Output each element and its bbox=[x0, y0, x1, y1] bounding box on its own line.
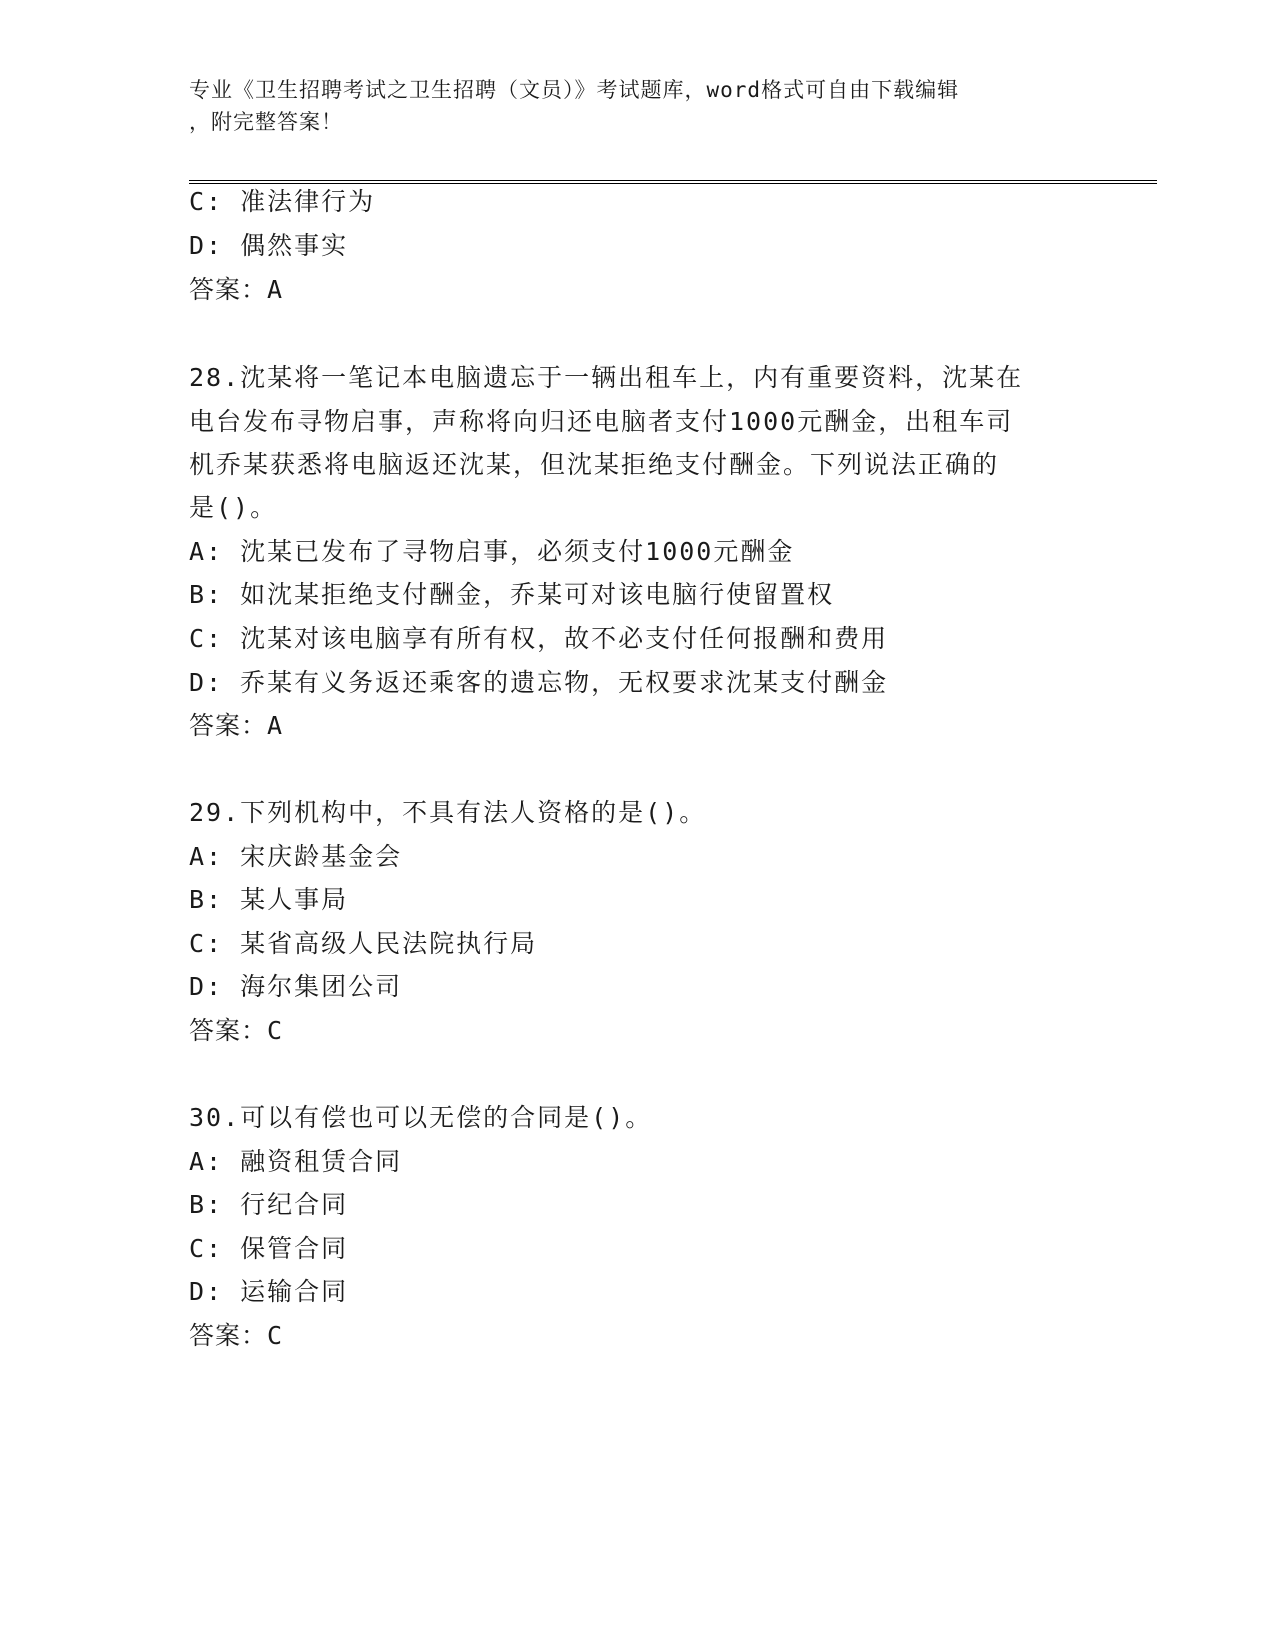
question-29-option-d: D: 海尔集团公司 bbox=[189, 972, 403, 1001]
question-28-option-d: D: 乔某有义务返还乘客的遗忘物，无权要求沈某支付酬金 bbox=[189, 668, 889, 697]
question-30-option-c: C: 保管合同 bbox=[189, 1234, 349, 1263]
question-30-option-d: D: 运输合同 bbox=[189, 1277, 349, 1306]
question-29-option-b: B: 某人事局 bbox=[189, 885, 349, 914]
answer-value: C bbox=[267, 1321, 284, 1350]
question-28-option-c: C: 沈某对该电脑享有所有权，故不必支付任何报酬和费用 bbox=[189, 624, 889, 653]
question-28-line-2: 电台发布寻物启事，声称将向归还电脑者支付1000元酬金，出租车司 bbox=[189, 407, 1014, 436]
answer-label: 答案： bbox=[189, 711, 268, 740]
answer-value: C bbox=[267, 1016, 284, 1045]
question-30-option-a: A: 融资租赁合同 bbox=[189, 1147, 403, 1176]
header-divider-top bbox=[189, 180, 1157, 181]
question-29-option-c: C: 某省高级人民法院执行局 bbox=[189, 929, 538, 958]
question-30-answer bbox=[189, 1321, 283, 1351]
question-29-option-a: A: 宋庆龄基金会 bbox=[189, 842, 403, 871]
question-28-option-b: B: 如沈某拒绝支付酬金，乔某可对该电脑行使留置权 bbox=[189, 580, 835, 609]
question-30-option-b: B: 行纪合同 bbox=[189, 1190, 349, 1219]
document-header bbox=[189, 74, 1069, 138]
option-c: C: 准法律行为 bbox=[189, 187, 376, 216]
question-28-answer bbox=[189, 711, 283, 741]
question-28-line-4: 是()。 bbox=[189, 493, 278, 522]
question-29-line-1: 29.下列机构中，不具有法人资格的是()。 bbox=[189, 798, 707, 827]
answer-label: 答案： bbox=[189, 1016, 268, 1045]
header-divider-bottom bbox=[189, 183, 1157, 184]
answer-line bbox=[189, 275, 283, 305]
option-d: D: 偶然事实 bbox=[189, 231, 349, 260]
header-line-2: ，附完整答案！ bbox=[189, 110, 343, 134]
question-28-line-1: 28.沈某将一笔记本电脑遗忘于一辆出租车上，内有重要资料，沈某在 bbox=[189, 363, 1024, 392]
answer-label: 答案： bbox=[189, 1321, 268, 1350]
header-line-1: 专业《卫生招聘考试之卫生招聘（文员）》考试题库，word格式可自由下载编辑 bbox=[189, 78, 960, 102]
question-30-line-1: 30.可以有偿也可以无偿的合同是()。 bbox=[189, 1103, 653, 1132]
answer-label: 答案： bbox=[189, 275, 268, 304]
question-29-answer bbox=[189, 1016, 283, 1046]
question-28-line-3: 机乔某获悉将电脑返还沈某，但沈某拒绝支付酬金。下列说法正确的 bbox=[189, 450, 1000, 479]
question-28-option-a: A: 沈某已发布了寻物启事，必须支付1000元酬金 bbox=[189, 537, 795, 566]
answer-value: A bbox=[267, 711, 284, 740]
answer-value: A bbox=[267, 275, 284, 304]
